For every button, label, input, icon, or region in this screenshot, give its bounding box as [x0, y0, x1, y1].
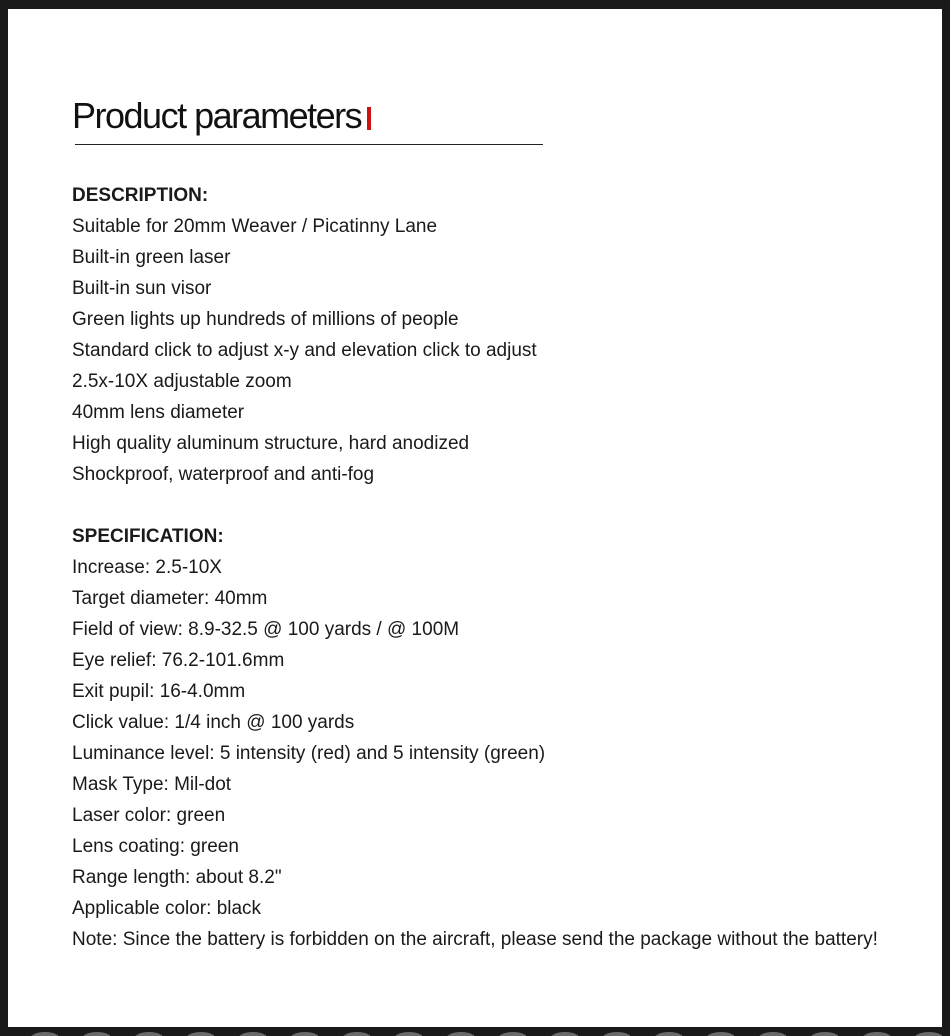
section-spacer: [72, 490, 932, 521]
specification-item: Note: Since the battery is forbidden on the aircraft, please send the package without the battery!: [72, 929, 878, 950]
border-dot: [498, 1032, 528, 1036]
description-item: High quality aluminum structure, hard anodized: [72, 433, 470, 454]
border-dot: [862, 1032, 892, 1036]
specification-item: Field of view: 8.9-32.5 @ 100 yards / @ 100M: [72, 619, 460, 640]
page-frame: [8, 9, 942, 1027]
description-item: 40mm lens diameter: [72, 402, 245, 423]
border-dot: [186, 1032, 216, 1036]
border-dot: [914, 1032, 944, 1036]
specification-list: [72, 552, 932, 955]
description-label: DESCRIPTION:: [72, 185, 209, 206]
specification-item: Eye relief: 76.2-101.6mm: [72, 650, 285, 671]
description-item: Shockproof, waterproof and anti-fog: [72, 464, 375, 485]
specification-item: Target diameter: 40mm: [72, 588, 268, 609]
page-title: Product parameters: [72, 95, 362, 136]
border-dot: [602, 1032, 632, 1036]
border-dot: [706, 1032, 736, 1036]
bottom-dot-border: [0, 1027, 950, 1036]
specification-item: Lens coating: green: [72, 836, 239, 857]
border-dot: [238, 1032, 268, 1036]
border-dot: [290, 1032, 320, 1036]
specification-item: Range length: about 8.2": [72, 867, 282, 888]
specification-item: Laser color: green: [72, 805, 226, 826]
description-item: 2.5x-10X adjustable zoom: [72, 371, 292, 392]
border-dot: [654, 1032, 684, 1036]
specification-item: Luminance level: 5 intensity (red) and 5 intensity (green): [72, 743, 546, 764]
description-list: [72, 211, 932, 490]
border-dot: [134, 1032, 164, 1036]
description-item: Standard click to adjust x-y and elevation click to adjust: [72, 340, 537, 361]
page-heading: [72, 95, 371, 137]
border-dot: [446, 1032, 476, 1036]
specification-item: Increase: 2.5-10X: [72, 557, 222, 578]
border-dot: [342, 1032, 372, 1036]
border-dot: [758, 1032, 788, 1036]
title-underline: [75, 144, 543, 145]
description-item: Built-in green laser: [72, 247, 231, 268]
specification-item: Exit pupil: 16-4.0mm: [72, 681, 246, 702]
border-dot: [30, 1032, 60, 1036]
specification-item: Click value: 1/4 inch @ 100 yards: [72, 712, 355, 733]
border-dot: [82, 1032, 112, 1036]
description-item: Suitable for 20mm Weaver / Picatinny Lane: [72, 216, 438, 237]
border-dot: [810, 1032, 840, 1036]
specification-item: Mask Type: Mil-dot: [72, 774, 232, 795]
specification-item: Applicable color: black: [72, 898, 262, 919]
description-item: Green lights up hundreds of millions of people: [72, 309, 459, 330]
title-accent-mark: [367, 107, 371, 130]
description-item: Built-in sun visor: [72, 278, 212, 299]
specification-label: SPECIFICATION:: [72, 526, 224, 547]
product-details: [72, 180, 932, 955]
border-dot: [550, 1032, 580, 1036]
border-dot: [394, 1032, 424, 1036]
